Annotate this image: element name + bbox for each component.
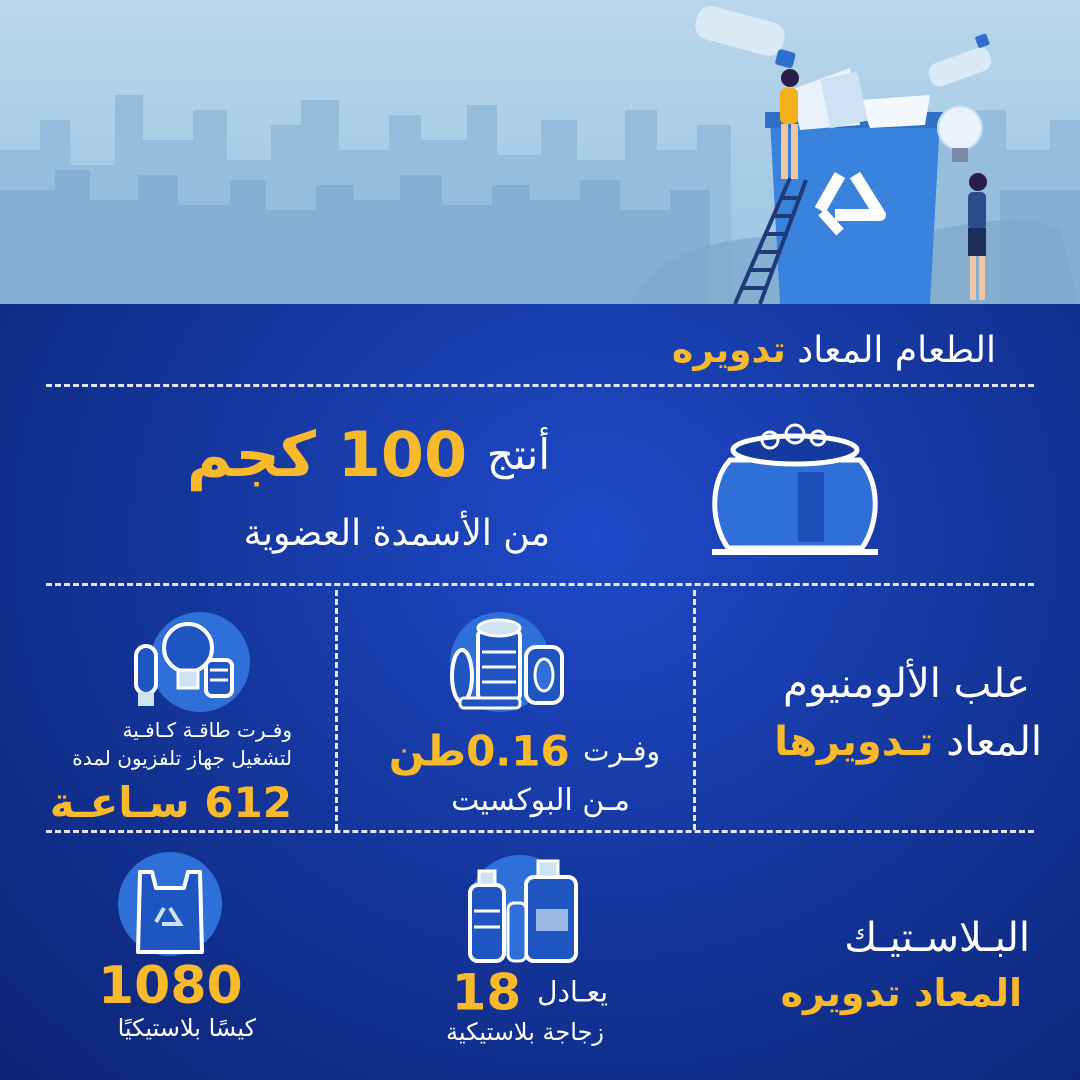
bottles-description: زجاجة بلاستيكية xyxy=(445,1018,604,1046)
title-highlight: تدويره xyxy=(671,330,786,371)
flying-bottle-icon xyxy=(926,33,994,89)
plastic-title-line1: البـلاسـتيـك xyxy=(844,915,1030,961)
aluminum-title-prefix: المعاد xyxy=(946,719,1042,765)
cans-icon xyxy=(430,612,570,712)
energy-line2: لتشغيل جهاز تلفزيون لمدة xyxy=(72,746,292,770)
flying-bottle-icon xyxy=(692,3,796,69)
produced-label: أنتج xyxy=(486,429,550,479)
bauxite-amount: 0.16طن xyxy=(388,726,570,776)
plastic-bag-icon xyxy=(110,852,230,962)
food-amount: 100 كجم xyxy=(186,417,468,491)
bottles-equals-line xyxy=(451,963,608,1022)
food-produced-line xyxy=(186,417,550,491)
bauxite-saved-line xyxy=(388,726,660,776)
compost-sack-icon xyxy=(700,412,890,562)
divider-vertical xyxy=(693,590,696,830)
energy-amount: 612 سـاعـة xyxy=(49,778,292,827)
section-title-food xyxy=(671,330,996,371)
city-skyline-illustration xyxy=(0,0,1080,304)
divider xyxy=(46,830,1034,833)
saved-label: وفـرت xyxy=(583,734,660,768)
plastic-bottles-icon xyxy=(460,855,590,965)
aluminum-title-line1: علب الألومنيوم xyxy=(783,661,1030,707)
divider xyxy=(46,583,1034,586)
aluminum-title-highlight: تـدويرها xyxy=(774,719,934,765)
divider xyxy=(46,384,1034,387)
plastic-title-line2: المعاد تدويره xyxy=(780,971,1022,1015)
bauxite-description: مـن البوكسيت xyxy=(451,783,630,818)
equals-label: يعـادل xyxy=(537,975,608,1009)
food-description: من الأسمدة العضوية xyxy=(243,513,550,554)
bags-amount: 1080 xyxy=(98,956,243,1016)
aluminum-title-line2 xyxy=(774,719,1042,765)
bottles-amount: 18 xyxy=(451,963,522,1022)
hero-illustration xyxy=(0,0,1080,304)
energy-line1: وفـرت طاقـة كـافـية xyxy=(122,718,292,742)
divider-vertical xyxy=(335,590,338,830)
light-bulbs-icon xyxy=(130,612,260,712)
bags-description: كيسًا بلاستيكيًا xyxy=(117,1014,256,1042)
title-prefix: الطعام المعاد xyxy=(797,330,996,371)
